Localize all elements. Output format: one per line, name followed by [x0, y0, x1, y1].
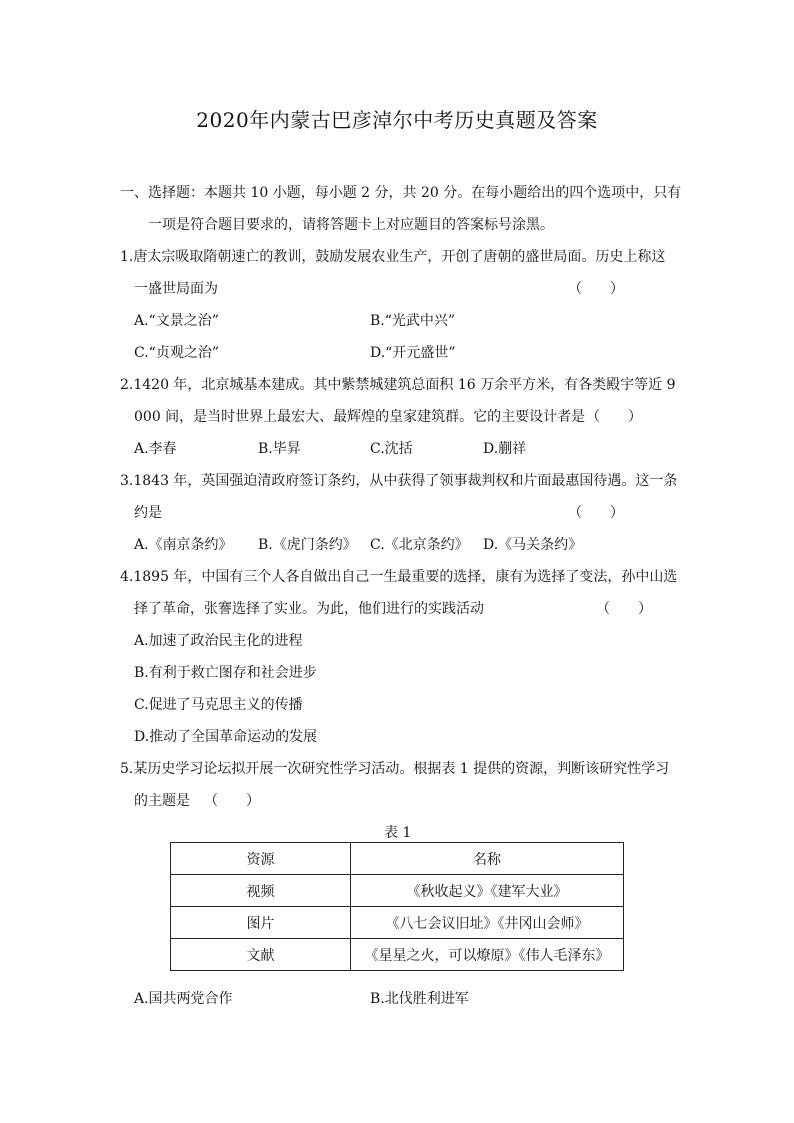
question-5-option-b: B.北伐胜利进军 — [370, 991, 469, 1007]
table-cell: 视频 — [171, 875, 351, 907]
question-2-stem-line2: 000 间，是当时世界上最宏大、最辉煌的皇家建筑群。它的主要设计者是 — [134, 409, 586, 425]
question-2-option-b: B.毕昇 — [258, 441, 301, 457]
table-header-row — [171, 843, 624, 875]
question-4-option-c: C.促进了马克思主义的传播 — [134, 697, 303, 713]
question-4-option-a: A.加速了政治民主化的进程 — [134, 633, 303, 649]
question-3-answer-blank: （ ） — [568, 505, 624, 521]
question-2-stem-line1: 2.1420 年，北京城基本建成。其中紫禁城建筑总面积 16 万余平方米，有各类殿宇等近 9 — [120, 377, 676, 393]
table-cell: 《八七会议旧址》《井冈山会师》 — [351, 907, 624, 939]
question-4-stem-line1: 4.1895 年，中国有三个人各自做出自己一生最重要的选择，康有为选择了变法，孙中山选 — [120, 569, 678, 585]
question-5-answer-blank: （ ） — [204, 793, 260, 809]
question-4-option-b: B.有利于救亡图存和社会进步 — [134, 665, 317, 681]
table-cell: 图片 — [171, 907, 351, 939]
table-row — [171, 907, 624, 939]
question-1-stem-line1: 1.唐太宗吸取隋朝速亡的教训，鼓励发展农业生产，开创了唐朝的盛世局面。历史上称这 — [120, 249, 666, 265]
page-title: 2020年内蒙古巴彦淖尔中考历史真题及答案 — [196, 108, 598, 132]
question-4-stem-line2: 择了革命，张謇选择了实业。为此，他们进行的实践活动 — [134, 601, 484, 617]
question-1-option-d: D.“开元盛世” — [370, 345, 456, 361]
question-3-option-b: B.《虎门条约》 — [258, 537, 357, 553]
question-2-option-d: D.蒯祥 — [483, 441, 527, 457]
question-1-option-b: B.“光武中兴” — [370, 313, 456, 329]
question-5-option-a: A.国共两党合作 — [134, 991, 233, 1007]
question-5-stem-line1: 5.某历史学习论坛拟开展一次研究性学习活动。根据表 1 提供的资源，判断该研究性学习 — [120, 761, 670, 777]
question-3-option-d: D.《马关条约》 — [483, 537, 583, 553]
question-3-option-a: A.《南京条约》 — [134, 537, 233, 553]
question-2-answer-blank: （ ） — [586, 409, 642, 425]
table-caption: 表 1 — [384, 825, 412, 841]
table-header-cell: 资源 — [171, 843, 351, 875]
table-cell: 文献 — [171, 939, 351, 971]
question-1-answer-blank: （ ） — [568, 281, 624, 297]
question-1-option-a: A.“文景之治” — [134, 313, 219, 329]
table-row — [171, 939, 624, 971]
table-cell: 《秋收起义》《建军大业》 — [351, 875, 624, 907]
question-3-option-c: C.《北京条约》 — [370, 537, 469, 553]
resource-table — [170, 842, 624, 971]
question-1-stem-line2: 一盛世局面为 — [134, 281, 218, 297]
table-header-cell: 名称 — [351, 843, 624, 875]
question-2-option-a: A.李春 — [134, 441, 177, 457]
question-3-stem-line2: 约是 — [134, 505, 162, 521]
question-1-option-c: C.“贞观之治” — [134, 345, 219, 361]
question-4-option-d: D.推动了全国革命运动的发展 — [134, 729, 318, 745]
question-3-stem-line1: 3.1843 年，英国强迫清政府签订条约，从中获得了领事裁判权和片面最惠国待遇。这一条 — [120, 473, 678, 489]
section-instructions-line2: 一项是符合题目要求的，请将答题卡上对应题目的答案标号涂黑。 — [148, 217, 554, 233]
question-5-stem-line2: 的主题是 — [134, 793, 190, 809]
table-row — [171, 875, 624, 907]
question-4-answer-blank: （ ） — [596, 601, 652, 617]
question-2-option-c: C.沈括 — [370, 441, 413, 457]
section-instructions-line1: 一、选择题：本题共 10 小题，每小题 2 分，共 20 分。在每小题给出的四个选项中，只有 — [120, 185, 682, 201]
table-cell: 《星星之火，可以燎原》《伟人毛泽东》 — [351, 939, 624, 971]
